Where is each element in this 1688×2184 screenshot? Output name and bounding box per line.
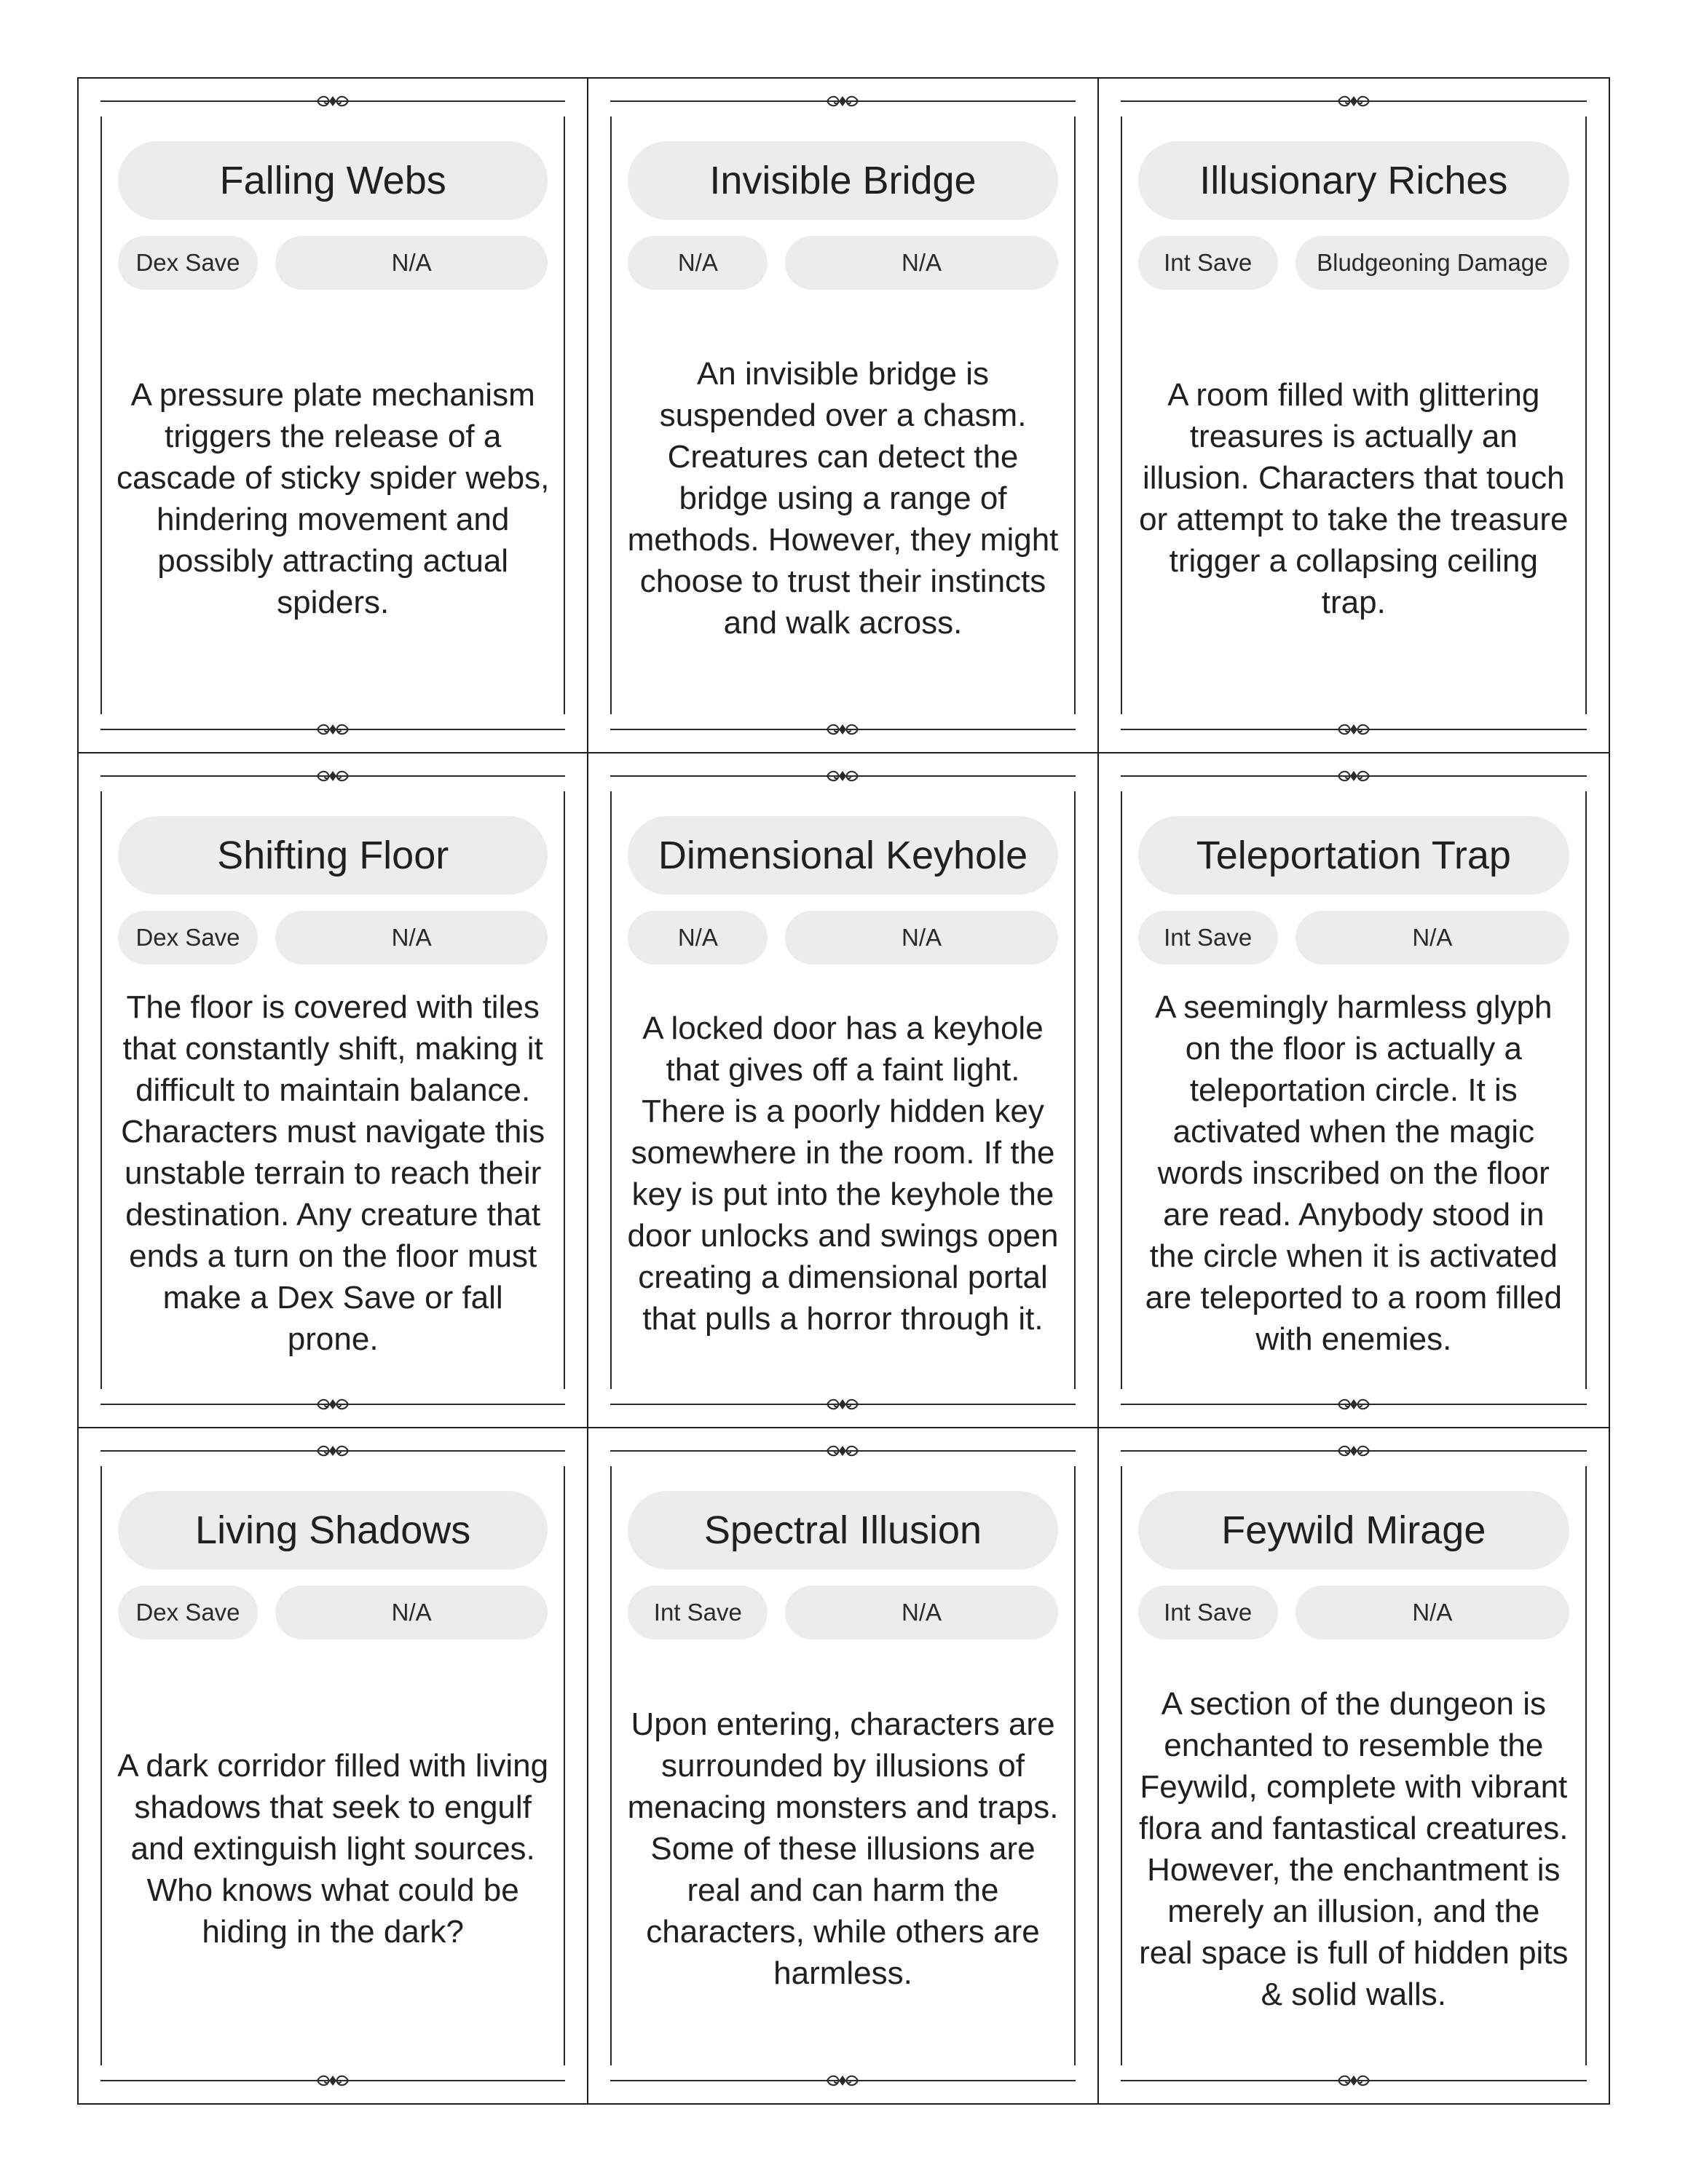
flourish-ornament-icon	[304, 1441, 361, 1460]
left-rule	[610, 1466, 612, 2065]
flourish-ornament-icon	[1325, 720, 1382, 739]
left-rule	[610, 116, 612, 714]
left-rule	[100, 1466, 102, 2065]
card-title: Shifting Floor	[118, 816, 548, 895]
save-badge: Int Save	[1138, 911, 1278, 965]
save-badge: N/A	[628, 236, 768, 290]
right-rule	[1074, 1466, 1076, 2065]
flourish-ornament-icon	[304, 767, 361, 786]
right-rule	[1074, 116, 1076, 714]
card-title: Dimensional Keyhole	[628, 816, 1057, 895]
card-title: Spectral Illusion	[628, 1491, 1057, 1570]
card	[79, 753, 588, 1428]
damage-badge: N/A	[785, 911, 1057, 965]
card-sheet	[77, 77, 1610, 2105]
damage-badge: N/A	[785, 236, 1057, 290]
flourish-ornament-icon	[304, 1395, 361, 1414]
left-rule	[610, 791, 612, 1389]
card-title: Invisible Bridge	[628, 141, 1057, 220]
card	[1099, 1428, 1609, 2103]
save-badge: Dex Save	[118, 1586, 258, 1639]
card-description: A pressure plate mechanism triggers the release of a cascade of sticky spider webs, hindering movement and possibly attracting actual spiders.	[117, 376, 550, 620]
save-badge: Int Save	[628, 1586, 768, 1639]
card-description: A locked door has a keyhole that gives off a faint light. There is a poorly hidden key somewhere in the room. If the key is put into the keyhole the door unlocks and swings open creating a dimensional portal that pulls a horror through it.	[627, 1010, 1059, 1337]
card	[79, 1428, 588, 2103]
damage-badge: N/A	[275, 236, 548, 290]
card-description: A seemingly harmless glyph on the floor is actually a teleportation circle. It is activated when the magic words inscribed on the floor are read. Anybody stood in the circle when it is activated are teleported to a room filled with enemies.	[1145, 989, 1562, 1357]
right-rule	[1074, 791, 1076, 1389]
right-rule	[564, 116, 565, 714]
card-description: The floor is covered with tiles that constantly shift, making it difficult to maintain balance. Characters must navigate this unstable terrain to reach their destination. Any creature that ends a turn on the floor must make a Dex Save or fall prone.	[121, 989, 545, 1357]
card	[588, 79, 1098, 753]
card-title: Living Shadows	[118, 1491, 548, 1570]
card-description: An invisible bridge is suspended over a chasm. Creatures can detect the bridge using a range of methods. However, they might choose to trust their instincts and walk across.	[627, 356, 1059, 641]
flourish-ornament-icon	[814, 1441, 871, 1460]
damage-badge: Bludgeoning Damage	[1295, 236, 1569, 290]
save-badge: Int Save	[1138, 1586, 1278, 1639]
flourish-ornament-icon	[814, 92, 871, 111]
damage-badge: N/A	[785, 1586, 1057, 1639]
left-rule	[1121, 1466, 1122, 2065]
card-description: Upon entering, characters are surrounded by illusions of menacing monsters and traps. Some of these illusions are real and can harm the characters, while others are harmless.	[627, 1706, 1059, 1991]
right-rule	[564, 1466, 565, 2065]
card-description: A dark corridor filled with living shadows that seek to engulf and extinguish light sources. Who knows what could be hiding in the dark?	[117, 1748, 549, 1950]
save-badge: Dex Save	[118, 911, 258, 965]
card-title: Illusionary Riches	[1138, 141, 1569, 220]
right-rule	[1585, 791, 1587, 1389]
card	[588, 753, 1098, 1428]
save-badge: Dex Save	[118, 236, 258, 290]
damage-badge: N/A	[1295, 911, 1569, 965]
card-title: Falling Webs	[118, 141, 548, 220]
left-rule	[100, 116, 102, 714]
damage-badge: N/A	[275, 1586, 548, 1639]
flourish-ornament-icon	[1325, 767, 1382, 786]
flourish-ornament-icon	[814, 720, 871, 739]
damage-badge: N/A	[275, 911, 548, 965]
right-rule	[1585, 116, 1587, 714]
card	[588, 1428, 1098, 2103]
flourish-ornament-icon	[1325, 1441, 1382, 1460]
flourish-ornament-icon	[1325, 1395, 1382, 1414]
damage-badge: N/A	[1295, 1586, 1569, 1639]
left-rule	[100, 791, 102, 1389]
card	[1099, 753, 1609, 1428]
flourish-ornament-icon	[1325, 2071, 1382, 2090]
flourish-ornament-icon	[814, 2071, 871, 2090]
left-rule	[1121, 791, 1122, 1389]
right-rule	[564, 791, 565, 1389]
card-description: A room filled with glittering treasures is actually an illusion. Characters that touch or attempt to take the treasure trigger a collapsing ceiling trap.	[1139, 376, 1569, 620]
flourish-ornament-icon	[814, 767, 871, 786]
card	[79, 79, 588, 753]
flourish-ornament-icon	[304, 720, 361, 739]
card	[1099, 79, 1609, 753]
card-title: Teleportation Trap	[1138, 816, 1569, 895]
flourish-ornament-icon	[814, 1395, 871, 1414]
card-grid	[79, 79, 1609, 2103]
card-title: Feywild Mirage	[1138, 1491, 1569, 1570]
right-rule	[1585, 1466, 1587, 2065]
flourish-ornament-icon	[304, 2071, 361, 2090]
save-badge: N/A	[628, 911, 768, 965]
card-description: A section of the dungeon is enchanted to resemble the Feywild, complete with vibrant flora and fantastical creatures. However, the enchantment is merely an illusion, and the real space is full of hidden pits & solid walls.	[1139, 1685, 1569, 2012]
left-rule	[1121, 116, 1122, 714]
flourish-ornament-icon	[304, 92, 361, 111]
flourish-ornament-icon	[1325, 92, 1382, 111]
save-badge: Int Save	[1138, 236, 1278, 290]
